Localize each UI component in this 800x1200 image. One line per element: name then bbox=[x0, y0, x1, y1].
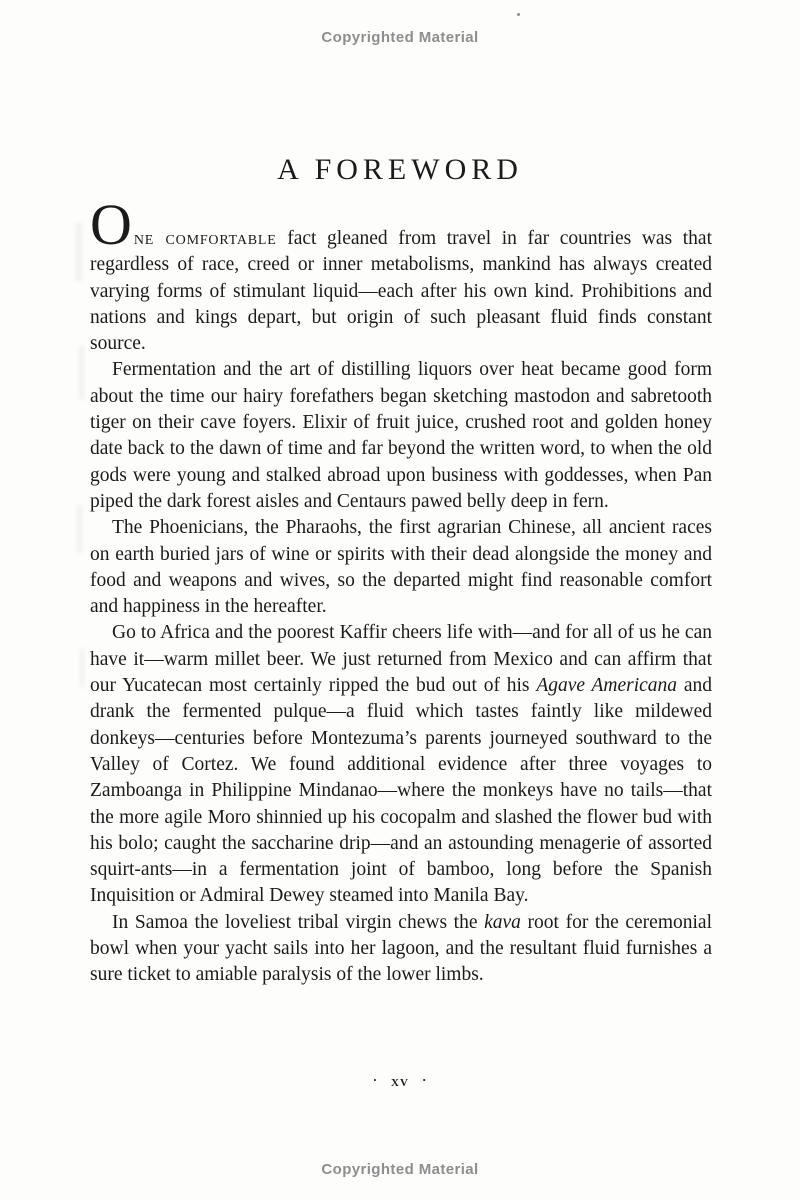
page-number-right-dot: · bbox=[421, 1072, 428, 1087]
text-run: Fermentation and the art of distilling liquors over heat became good form about the time our hairy forefathers began sketching mastodon and sabretooth tiger on their cave foyers. Elixir of fruit juice, crushed root and golden honey date back to the dawn of time and far beyond the written word, to when the old gods were young and stalked abroad upon business with goddesses, when Pan piped the dark forest aisles and Centaurs pawed belly deep in fern. bbox=[90, 359, 712, 512]
scan-artifact-smudge bbox=[79, 345, 84, 400]
paragraph bbox=[90, 910, 712, 989]
body-text bbox=[90, 192, 713, 989]
page-title: A FOREWORD bbox=[277, 153, 523, 186]
paragraph bbox=[90, 357, 712, 515]
paragraph bbox=[90, 515, 712, 620]
scan-artifact-smudge bbox=[76, 222, 82, 282]
page-number-left-dot: · bbox=[372, 1072, 379, 1087]
page-number-line bbox=[0, 1072, 800, 1091]
text-run: Go to Africa and the poorest Kaffir cheers life with—and for all of us he can have it—warm millet beer. We just returned from Mexico and can affirm that our Yucatecan most certainly ripped the bud out of his bbox=[90, 622, 712, 697]
text-run: The Phoenicians, the Pharaohs, the first agrarian Chinese, all ancient races on earth buried jars of wine or spirits with their dead alongside the money and food and weapons and wives, so the departed might find reasonable comfort and happiness in the hereafter. bbox=[90, 517, 712, 618]
copyright-watermark-top: Copyrighted Material bbox=[321, 29, 479, 46]
copyright-watermark-bottom: Copyrighted Material bbox=[321, 1161, 479, 1178]
text-run: and drank the fermented pulque—a fluid which tastes faintly like mildewed donkeys—centuries before Montezuma’s parents journeyed southward to the Valley of Cortez. We found additional evidence after three voyages to Zamboanga in Philippine Mindanao—where the monkeys have no tails—that the more agile Moro shinnied up his cocopalm and slashed the flower bud with his bolo; caught the saccharine drip—and an astounding menagerie of assorted squirt-ants—in a fermentation joint of bamboo, long before the Spanish Inquisition or Admiral Dewey steamed into Manila Bay. bbox=[90, 675, 713, 907]
text-run: ne comfortable bbox=[133, 228, 277, 249]
scan-artifact-dot bbox=[517, 13, 520, 16]
paragraph bbox=[90, 192, 712, 357]
text-run: Agave Americana bbox=[536, 675, 678, 697]
text-run: root for the ceremonial bowl when your yacht sails into her lagoon, and the resultant fluid furnishes a sure ticket to amiable paralysis of the lower limbs. bbox=[90, 911, 712, 986]
drop-cap: O bbox=[90, 192, 133, 257]
scan-artifact-smudge bbox=[77, 505, 82, 553]
paragraph bbox=[90, 620, 712, 909]
page-number: xv bbox=[391, 1073, 409, 1090]
text-run: In Samoa the loveliest tribal virgin chews the bbox=[112, 911, 485, 933]
text-run: fact gleaned from travel in far countries was that regardless of race, creed or inner metabolisms, mankind has always created varying forms of stimulant liquid—each after his own kind. Prohibitions and nations and kings depart, but origin of such pleasant fluid finds constant source. bbox=[90, 228, 712, 355]
scan-artifact-smudge bbox=[80, 648, 84, 688]
text-run: kava bbox=[484, 911, 521, 933]
